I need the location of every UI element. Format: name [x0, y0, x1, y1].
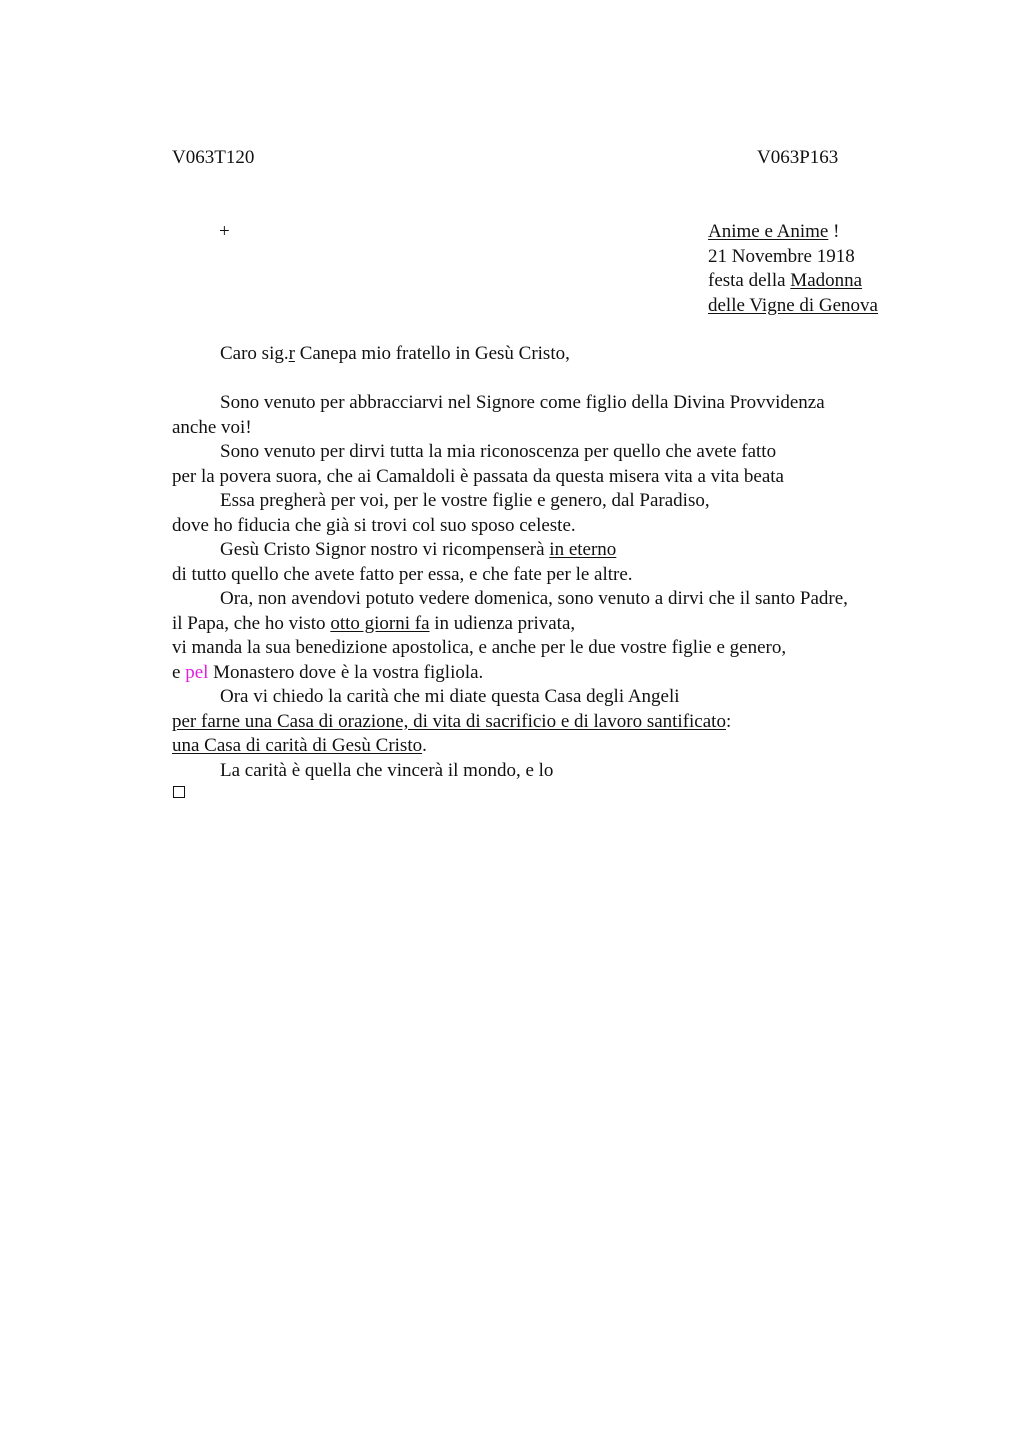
dateline-feast: [708, 269, 878, 294]
document-code-left: V063T120: [172, 147, 255, 168]
checkbox-square-icon: [173, 786, 185, 798]
body-text: Gesù Cristo Signor nostro vi ricompenserà: [220, 539, 550, 560]
body-underlined: una Casa di carità di Gesù Cristo: [172, 735, 423, 756]
salutation-suffix: Canepa mio fratello in Gesù Cristo,: [294, 343, 570, 364]
highlighted-word: pel: [185, 661, 209, 683]
body-line: per la povera suora, che ai Camaldoli è passata da questa misera vita a vita beata: [172, 465, 784, 487]
body-text: :: [725, 710, 732, 732]
body-line: anche voi!: [172, 416, 252, 438]
body-line: vi manda la sua benedizione apostolica, e anche per le due vostre figlie e genero,: [172, 637, 787, 658]
salutation-abbrev: r: [288, 343, 295, 364]
body-text: Monastero dove è la vostra figliola.: [208, 661, 484, 683]
body-line: La carità è quella che vincerà il mondo, e lo: [220, 759, 554, 781]
dateline-title-suffix: !: [828, 221, 840, 242]
body-text: .: [422, 735, 427, 756]
body-underlined: otto giorni fa: [330, 612, 430, 634]
dateline-date: 21 Novembre 1918: [708, 245, 855, 267]
salutation-prefix: Caro sig.: [220, 343, 289, 364]
body-text: in udienza privata,: [429, 612, 576, 634]
body-text: il Papa, che ho visto: [172, 612, 331, 634]
document-code-right: V063P163: [757, 147, 839, 168]
dateline-feast-prefix: festa della: [708, 270, 791, 291]
body-line: Ora, non avendovi potuto vedere domenica, sono venuto a dirvi che il santo Padre,: [220, 588, 848, 609]
body-line: Essa pregherà per voi, per le vostre figlie e genero, dal Paradiso,: [220, 490, 710, 511]
cross-mark: +: [219, 221, 230, 242]
dateline-place-name: delle Vigne di Genova: [708, 294, 878, 316]
body-line: [172, 612, 848, 637]
body-underlined: per farne una Casa di orazione, di vita di sacrificio e di lavoro santificato: [172, 710, 726, 732]
body-line: Sono venuto per dirvi tutta la mia riconoscenza per quello che avete fatto: [220, 441, 777, 462]
salutation: [172, 342, 570, 367]
body-line: Sono venuto per abbracciarvi nel Signore come figlio della Divina Provvidenza: [220, 392, 825, 413]
body-text: e: [172, 661, 186, 683]
body-line: dove ho fiducia che già si trovi col suo sposo celeste.: [172, 514, 576, 536]
body-line: [172, 661, 848, 686]
body-line: Ora vi chiedo la carità che mi diate questa Casa degli Angeli: [220, 686, 680, 707]
body-underlined: in eterno: [549, 539, 617, 560]
body-line: [172, 710, 848, 735]
dateline-feast-name: Madonna: [790, 270, 863, 291]
body-line: [172, 538, 848, 563]
body-line: [172, 734, 848, 759]
dateline-title-text: Anime e Anime: [708, 221, 829, 242]
dateline-title: [708, 220, 878, 245]
body-line: di tutto quello che avete fatto per essa, e che fate per le altre.: [172, 563, 633, 585]
dateline-place: [708, 294, 878, 319]
letter-body: [172, 391, 848, 783]
dateline: [708, 220, 878, 318]
